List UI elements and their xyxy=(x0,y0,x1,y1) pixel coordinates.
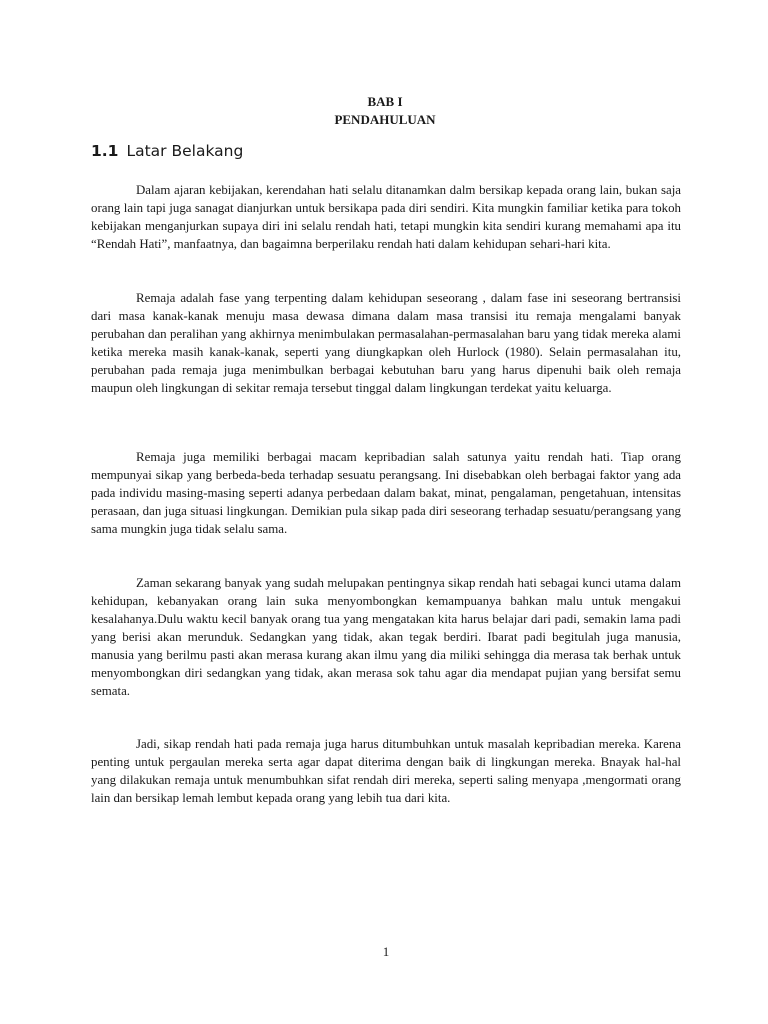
paragraph: Remaja juga memiliki berbagai macam kepribadian salah satunya yaitu rendah hati. Tiap orang mempunyai sikap yang berbeda-beda terhadap sesuatu perangsang. Ini disebabkan oleh berbagai faktor yang ada pada individu masing-masing seperti adanya perbedaan dalam bakat, minat, pengalaman, pengetahuan, intensitas perasaan, dan juga situasi lingkungan. Demikian pula sikap pada diri seseorang terhadap sesuatu/perangsang yang sama mungkin juga tidak selalu sama. xyxy=(91,450,681,536)
paragraph: Jadi, sikap rendah hati pada remaja juga harus ditumbuhkan untuk masalah kepribadian mereka. Karena penting untuk pergaulan mereka serta agar dapat diterima dengan baik di lingkungan mereka. Bnayak hal-hal yang dilakukan remaja untuk menumbuhkan sifat rendah diri mereka, seperti saling menyapa ,mengormati orang lain dan bersikap lemah lembut kepada orang yang lebih tua dari kita. xyxy=(91,737,681,805)
section-number: 1.1 xyxy=(91,142,119,160)
paragraph: Remaja adalah fase yang terpenting dalam kehidupan seseorang , dalam fase ini seseorang bertransisi dari masa kanak-kanak menuju masa dewasa dimana dalam masa transisi itu remaja mengalami banyak perubahan dan peralihan yang akhirnya menimbulakan permasalahan-permasalahan baru yang tidak mereka alami ketika mereka masih kanak-kanak, seperti yang diungkapkan oleh Hurlock (1980). Selain permasalahan itu, perubahan pada remaja juga menimbulkan berbagai kebutuhan baru yang harus dipenuhi baik oleh remaja maupun oleh lingkungan di sekitar remaja tersebut tinggal dalam lingkungan terdekat yaitu keluarga. xyxy=(91,291,681,395)
chapter-title: PENDAHULUAN xyxy=(334,112,436,127)
section-heading xyxy=(91,141,243,161)
page-number: 1 xyxy=(382,944,390,959)
paragraph: Dalam ajaran kebijakan, kerendahan hati selalu ditanamkan dalm bersikap kepada orang lain, bukan saja orang lain tapi juga sanagat dianjurkan untuk bersikapa pada diri sendiri. Kita mungkin familiar ketika para tokoh kebijakan menganjurkan supaya diri ini selalu rendah hati, tetapi mungkin kita sendiri kurang memahami apa itu “Rendah Hati”, manfaatnya, dan bagaimna berperilaku rendah hati dalam kehidupan sehari-hari kita. xyxy=(91,183,681,251)
section-title: Latar Belakang xyxy=(126,142,244,160)
paragraph: Zaman sekarang banyak yang sudah melupakan pentingnya sikap rendah hati sebagai kunci utama dalam kehidupan, kebanyakan orang lain suka menyombongkan kemampuanya bahkan malu untuk mengakui kesalahanya.Dulu waktu kecil banyak orang tua yang mengatakan kita harus belajar dari padi, semakin lama padi yang berisi akan merunduk. Sedangkan yang tidak, akan tegak berdiri. Ibarat padi begitulah juga manusia, manusia yang berilmu pasti akan merasa kurang akan ilmu yang dia miliki sehingga dia merasa tak berhak untuk menyombongkan diri sedangkan yang tidak, akan merasa sok tahu agar dia mendapat pujian yang bersifat semu semata. xyxy=(91,576,681,698)
chapter-label: BAB I xyxy=(367,94,403,109)
chapter-heading xyxy=(0,93,768,129)
